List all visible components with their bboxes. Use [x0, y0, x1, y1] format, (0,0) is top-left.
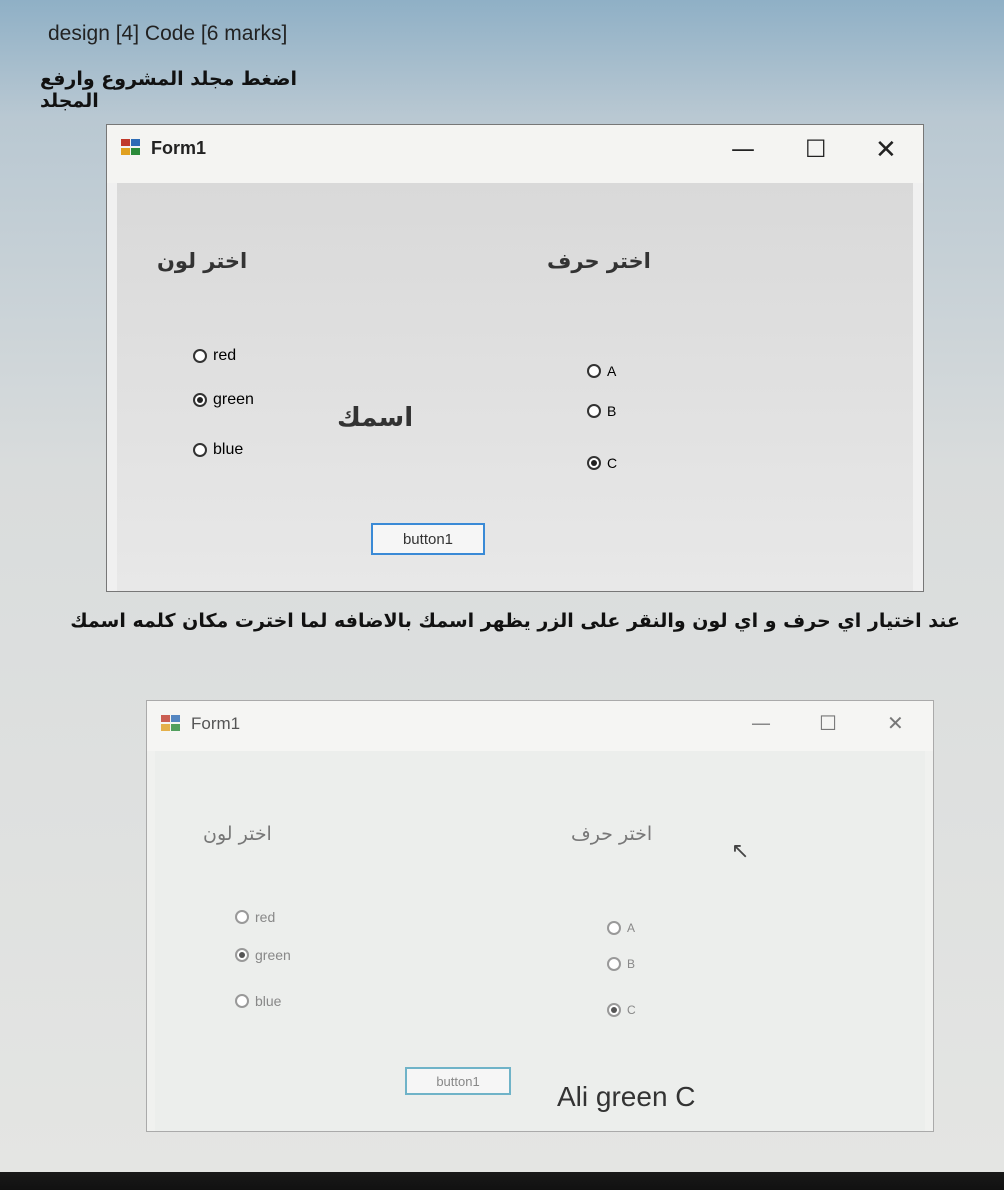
form-client-area	[155, 751, 925, 1131]
form-app-icon	[121, 139, 143, 157]
marks-header: design [4] Code [6 marks]	[48, 22, 288, 45]
radio-label: blue	[255, 993, 282, 1009]
radio-indicator	[607, 921, 621, 935]
submit-button[interactable]: button1	[405, 1067, 511, 1095]
radio-indicator	[587, 456, 601, 470]
radio-label: B	[627, 957, 636, 971]
radio-indicator	[193, 393, 207, 407]
minimize-button[interactable]: —	[751, 711, 771, 735]
radio-c[interactable]	[607, 1003, 636, 1017]
title-bar	[147, 701, 933, 751]
radio-green[interactable]	[235, 947, 291, 963]
radio-label: A	[607, 363, 617, 379]
radio-b[interactable]	[607, 957, 635, 971]
radio-green[interactable]	[193, 391, 254, 409]
radio-label: green	[255, 947, 291, 963]
radio-indicator	[235, 910, 249, 924]
radio-blue[interactable]	[235, 993, 281, 1009]
window-title: Form1	[191, 714, 241, 733]
form-client-area	[117, 183, 913, 591]
radio-label: green	[213, 391, 254, 408]
form-app-icon	[161, 715, 183, 733]
radio-indicator	[607, 957, 621, 971]
result-label: Ali green C	[557, 1081, 696, 1112]
radio-blue[interactable]	[193, 441, 243, 459]
color-label: اختر لون	[203, 823, 272, 845]
radio-indicator	[193, 443, 207, 457]
minimize-button[interactable]: —	[731, 135, 755, 163]
name-label: اسمك	[337, 403, 414, 433]
radio-label: C	[627, 1003, 636, 1017]
mouse-cursor-icon: ↖	[731, 839, 750, 864]
radio-label: red	[255, 909, 276, 925]
form-run-window	[146, 700, 934, 1132]
letter-label: اختر حرف	[571, 823, 653, 845]
instruction-text: اضغط مجلد المشروع وارفع المجلد	[40, 68, 297, 112]
radio-a[interactable]	[587, 363, 616, 379]
radio-indicator	[587, 364, 601, 378]
radio-indicator	[193, 349, 207, 363]
title-bar	[107, 125, 923, 183]
window-title: Form1	[151, 138, 207, 158]
radio-red[interactable]	[193, 347, 236, 365]
radio-indicator	[235, 994, 249, 1008]
maximize-button[interactable]: ☐	[805, 135, 827, 163]
radio-label: A	[627, 921, 636, 935]
color-label: اختر لون	[157, 249, 248, 273]
close-button[interactable]: ✕	[887, 711, 904, 735]
submit-button[interactable]: button1	[371, 523, 485, 555]
radio-indicator	[235, 948, 249, 962]
maximize-button[interactable]: ☐	[819, 711, 837, 735]
radio-indicator	[607, 1003, 621, 1017]
radio-label: blue	[213, 441, 244, 458]
radio-c[interactable]	[587, 455, 617, 471]
radio-label: C	[607, 455, 618, 471]
radio-red[interactable]	[235, 909, 275, 925]
form-design-window	[106, 124, 924, 592]
radio-b[interactable]	[587, 403, 616, 419]
radio-label: B	[607, 403, 617, 419]
radio-label: red	[213, 347, 237, 364]
radio-a[interactable]	[607, 921, 635, 935]
letter-label: اختر حرف	[547, 249, 651, 273]
radio-indicator	[587, 404, 601, 418]
close-button[interactable]: ✕	[875, 135, 897, 165]
description-text: عند اختيار اي حرف و اي لون والنقر على الزر يظهر اسمك بالاضافه لما اخترت مكان كلمه اسمك	[70, 610, 960, 632]
